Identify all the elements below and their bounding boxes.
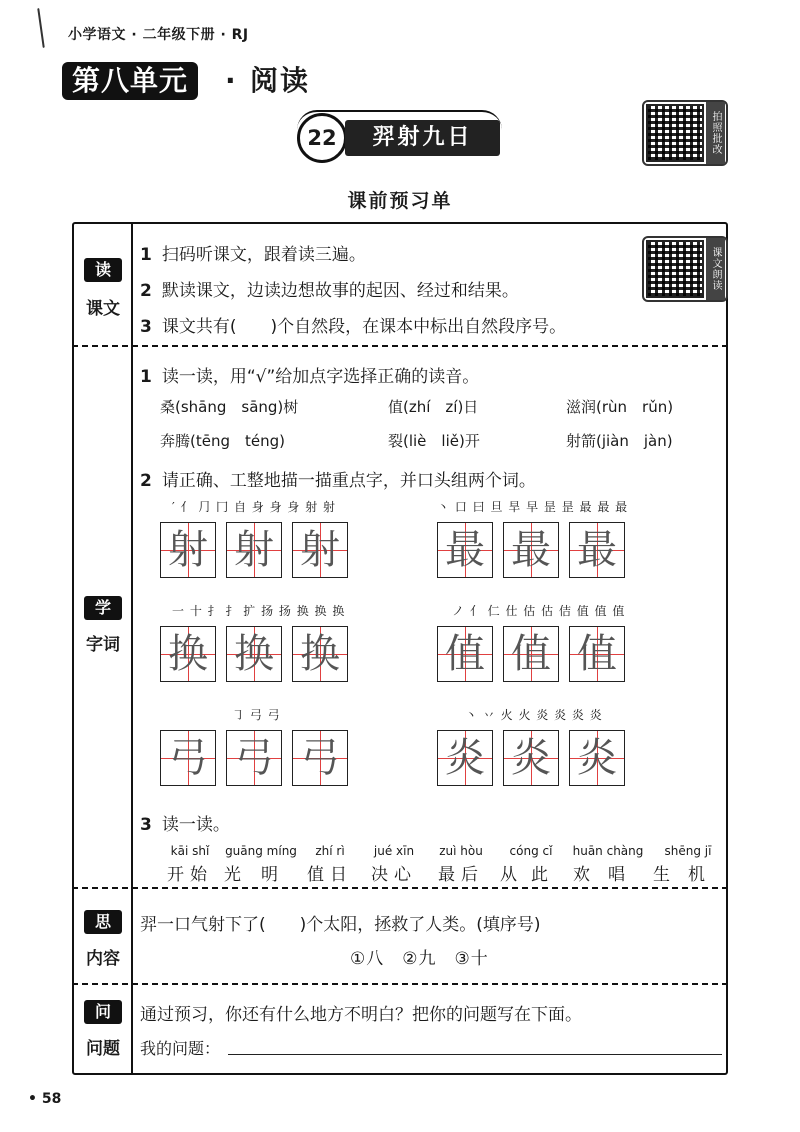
tracing-box[interactable]: 射: [160, 522, 216, 578]
word-pinyin: huān chàng: [572, 844, 644, 858]
word-text: 从此: [500, 865, 562, 885]
tracing-box[interactable]: 弓: [160, 730, 216, 786]
qr-grade-widget[interactable]: [642, 100, 728, 166]
row-divider: [72, 887, 728, 889]
qr-audio-tag: 课文朗读: [706, 238, 725, 300]
lesson-title: 羿射九日: [345, 120, 500, 156]
word-text: 最后: [438, 865, 484, 885]
read-item-3: 3 课文共有( )个自然段，在课本中标出自然段序号。: [140, 317, 567, 337]
word-pinyin: kāi shǐ: [170, 844, 210, 858]
question-answer-line[interactable]: [228, 1054, 722, 1055]
word-text: 值日: [307, 865, 353, 885]
read-item-2: 2 默读课文，边读边想故事的起因、经过和结果。: [140, 281, 519, 301]
row-divider: [72, 345, 728, 347]
qr-code-icon[interactable]: [646, 240, 704, 298]
qr-code-icon[interactable]: [646, 104, 704, 162]
tracing-box[interactable]: 射: [292, 522, 348, 578]
section-label-text: 课文: [86, 299, 120, 319]
word-text: 光明: [224, 865, 298, 885]
page-corner-mark: [37, 8, 45, 48]
pinyin-choice[interactable]: 滋润(rùn rǔn): [566, 398, 674, 416]
tracing-box[interactable]: 弓: [226, 730, 282, 786]
word-pinyin: guāng míng: [225, 844, 297, 858]
stroke-order: 一 十 扌 扌 扩 扬 扬 换 换 换: [172, 604, 346, 618]
pinyin-choice[interactable]: 值(zhí zí)日: [388, 398, 479, 416]
tracing-box[interactable]: 换: [292, 626, 348, 682]
think-question: 羿一口气射下了( )个太阳，拯救了人类。(填序号): [140, 915, 541, 935]
unit-badge: 第八单元: [62, 62, 198, 100]
study-q3: 3 读一读。: [140, 815, 230, 835]
tracing-box[interactable]: 最: [437, 522, 493, 578]
tracing-box[interactable]: 弓: [292, 730, 348, 786]
think-options[interactable]: ①八 ②九 ③十: [350, 949, 489, 969]
word-text: 决心: [371, 865, 417, 885]
section-tag-think: 思: [84, 910, 122, 934]
stroke-order: ㇆ 弓 弓: [232, 708, 281, 722]
word-text: 开始: [167, 865, 213, 885]
section-label-question: 问题: [86, 1039, 120, 1059]
word-pinyin: shēng jī: [664, 844, 712, 858]
pinyin-choice[interactable]: 射箭(jiàn jàn): [566, 432, 673, 450]
word-text: 欢唱: [573, 865, 643, 885]
section-tag-read: 读: [84, 258, 122, 282]
tracing-box[interactable]: 值: [437, 626, 493, 682]
section-tag-study: 学: [84, 596, 122, 620]
stroke-order: 丶 口 曰 旦 旱 早 昰 昰 最 最 最: [437, 500, 629, 514]
tracing-box[interactable]: 最: [503, 522, 559, 578]
tracing-box[interactable]: 炎: [503, 730, 559, 786]
lesson-number: 22: [297, 113, 347, 163]
tracing-box[interactable]: 值: [569, 626, 625, 682]
word-pinyin: jué xīn: [373, 844, 415, 858]
qr-audio-widget[interactable]: [642, 236, 728, 302]
section-label-words: 字词: [86, 635, 120, 655]
word-text: 生机: [653, 865, 723, 885]
book-header: 小学语文 · 二年级下册 · RJ: [68, 27, 249, 43]
unit-separator: ·: [225, 64, 236, 97]
word-pinyin: cóng cǐ: [509, 844, 553, 858]
read-item-1: 1 扫码听课文，跟着读三遍。: [140, 245, 366, 265]
row-divider: [72, 983, 728, 985]
stroke-order: 丶 丷 火 火 炎 炎 炎 炎: [465, 708, 603, 722]
tracing-box[interactable]: 最: [569, 522, 625, 578]
tracing-box[interactable]: 换: [160, 626, 216, 682]
section-label-content: 内容: [86, 949, 120, 969]
question-label: 我的问题：: [140, 1039, 221, 1058]
ask-prompt: 通过预习，你还有什么地方不明白？把你的问题写在下面。: [140, 1005, 582, 1025]
tracing-box[interactable]: 炎: [437, 730, 493, 786]
study-q1: 1 读一读，用“√”给加点字选择正确的读音。: [140, 367, 480, 387]
stroke-order: ′ 亻 ⺆ 冂 自 身 身 身 射 射: [172, 500, 337, 514]
tracing-box[interactable]: 射: [226, 522, 282, 578]
pinyin-choice[interactable]: 桑(shāng sāng)树: [160, 398, 299, 416]
stroke-order: ノ 亻 仁 仕 估 估 佶 值 值 值: [452, 604, 626, 618]
sheet-title: 课前预习单: [347, 190, 453, 212]
page-number: • 58: [28, 1091, 62, 1107]
pinyin-choice[interactable]: 奔腾(tēng téng): [160, 432, 285, 450]
tracing-box[interactable]: 炎: [569, 730, 625, 786]
tracing-box[interactable]: 换: [226, 626, 282, 682]
pinyin-choice[interactable]: 裂(liè liě)开: [388, 432, 480, 450]
unit-type: 阅读: [250, 64, 311, 97]
word-pinyin: zuì hòu: [439, 844, 483, 858]
section-tag-ask: 问: [84, 1000, 122, 1024]
study-q2: 2 请正确、工整地描一描重点字，并口头组两个词。: [140, 471, 536, 491]
qr-grade-tag: 拍照批改: [706, 102, 725, 164]
word-pinyin: zhí rì: [315, 844, 345, 858]
tracing-box[interactable]: 值: [503, 626, 559, 682]
